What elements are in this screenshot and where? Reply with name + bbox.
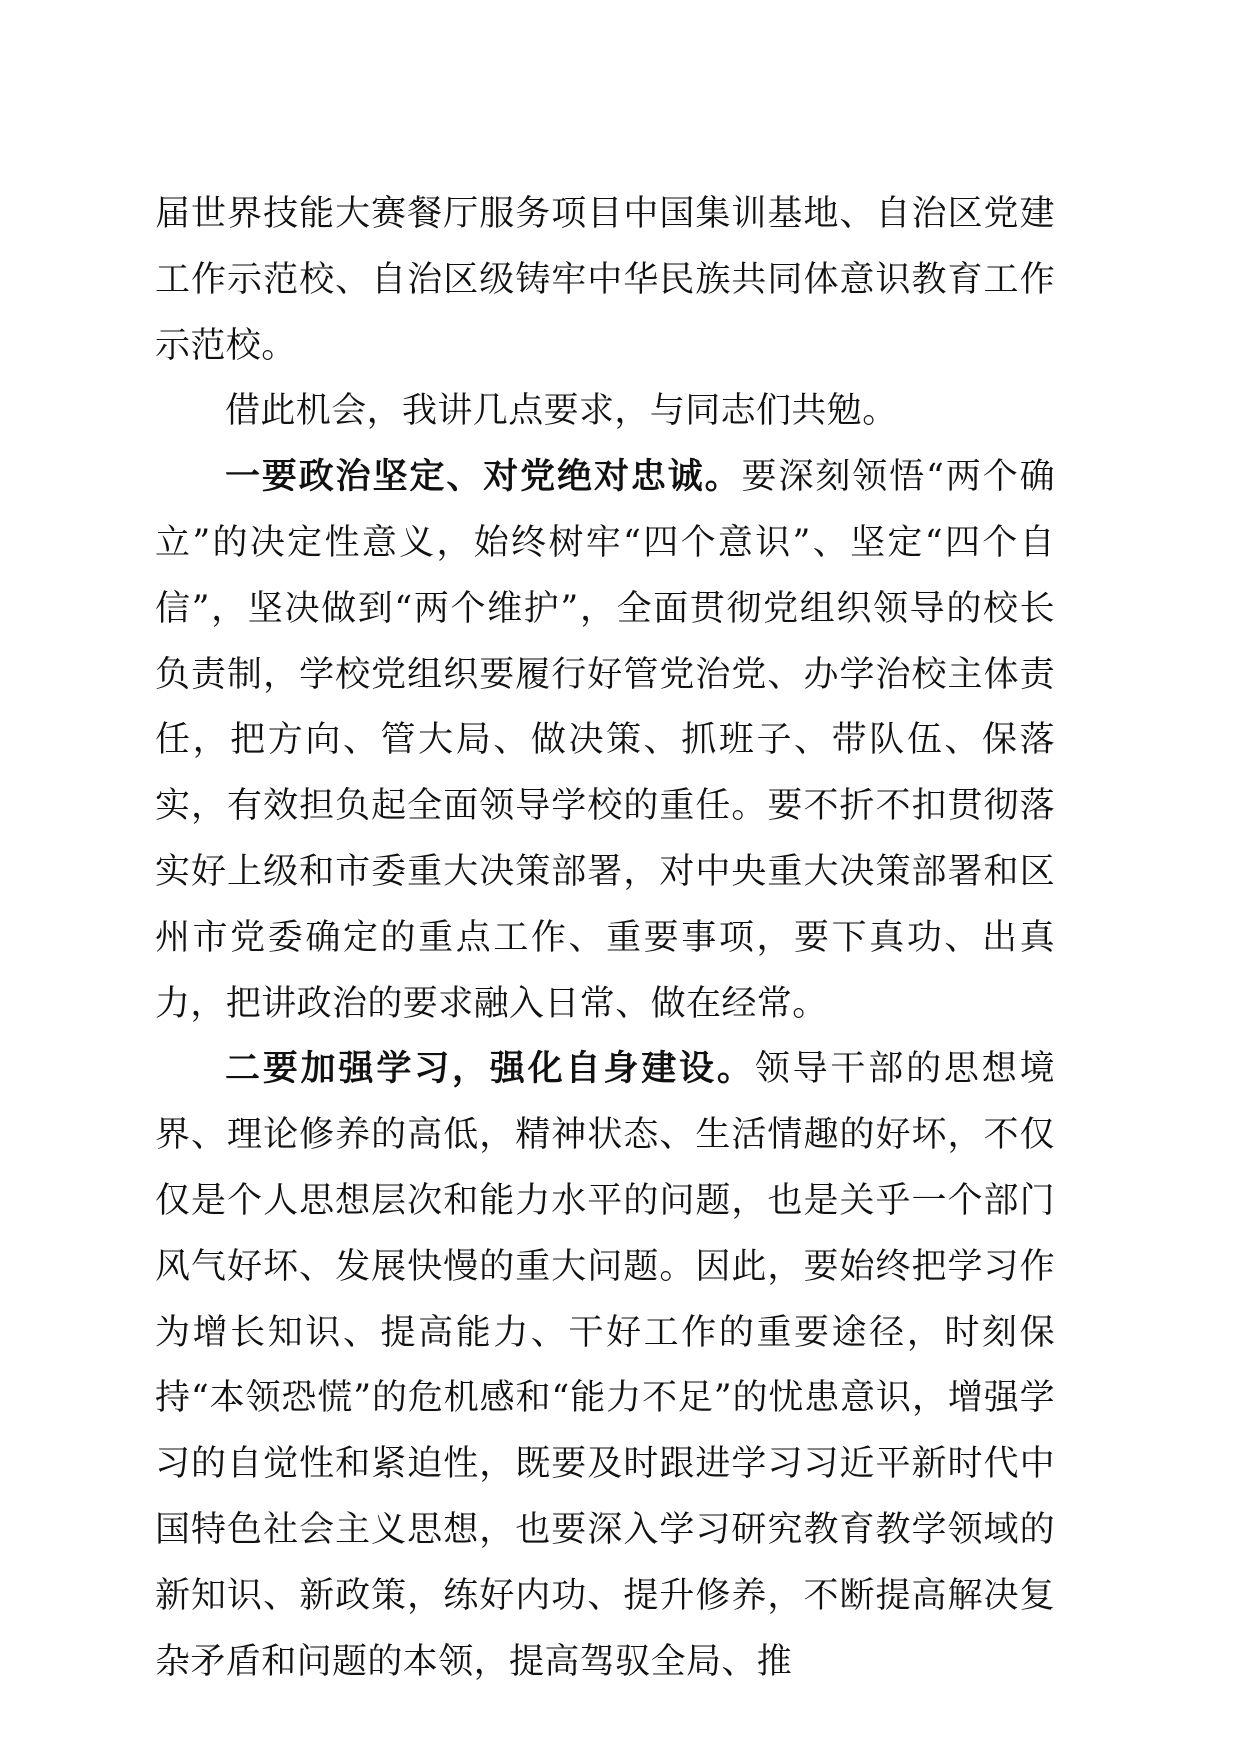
paragraph-point-one xyxy=(155,445,1055,1037)
paragraph-text: 要深刻领悟“两个确立”的决定性意义，始终树牢“四个意识”、坚定“四个自信”，坚决做到“两个维护”，全面贯彻党组织领导的校长负责制，学校党组织要履行好管党治党、办学治校主体责任，把方向、管大局、做决策、抓班子、带队伍、保落实，有效担负起全面领导学校的重任。要不折不扣贯彻落实好上级和市委重大决策部署，对中央重大决策部署和区州市党委确定的重点工作、重要事项，要下真功、出真力，把讲政治的要求融入日常、做在经常。 xyxy=(155,457,1056,1024)
paragraph-heading: 一要政治坚定、对党绝对忠诚。 xyxy=(225,457,742,498)
paragraph-heading: 二要加强学习，强化自身建设。 xyxy=(225,1049,755,1090)
paragraph-point-two xyxy=(155,1037,1055,1695)
paragraph-text: 领导干部的思想境界、理论修养的高低，精神状态、生活情趣的好坏，不仅仅是个人思想层次和能力水平的问题，也是关乎一个部门风气好坏、发展快慢的重大问题。因此，要始终把学习作为增长知识、提高能力、干好工作的重要途径，时刻保持“本领恐慌”的危机感和“能力不足”的忧患意识，增强学习的自觉性和紧迫性，既要及时跟进学习习近平新时代中国特色社会主义思想，也要深入学习研究教育教学领域的新知识、新政策，练好内功、提升修养，不断提高解决复杂矛盾和问题的本领，提高驾驭全局、推 xyxy=(155,1049,1055,1682)
paragraph-continuation xyxy=(155,182,1055,379)
paragraph-intro xyxy=(155,379,1055,445)
document-body xyxy=(155,182,1055,1695)
paragraph-text: 届世界技能大赛餐厅服务项目中国集训基地、自治区党建工作示范校、自治区级铸牢中华民族共同体意识教育工作示范校。 xyxy=(155,194,1055,366)
paragraph-text: 借此机会，我讲几点要求，与同志们共勉。 xyxy=(225,391,898,432)
